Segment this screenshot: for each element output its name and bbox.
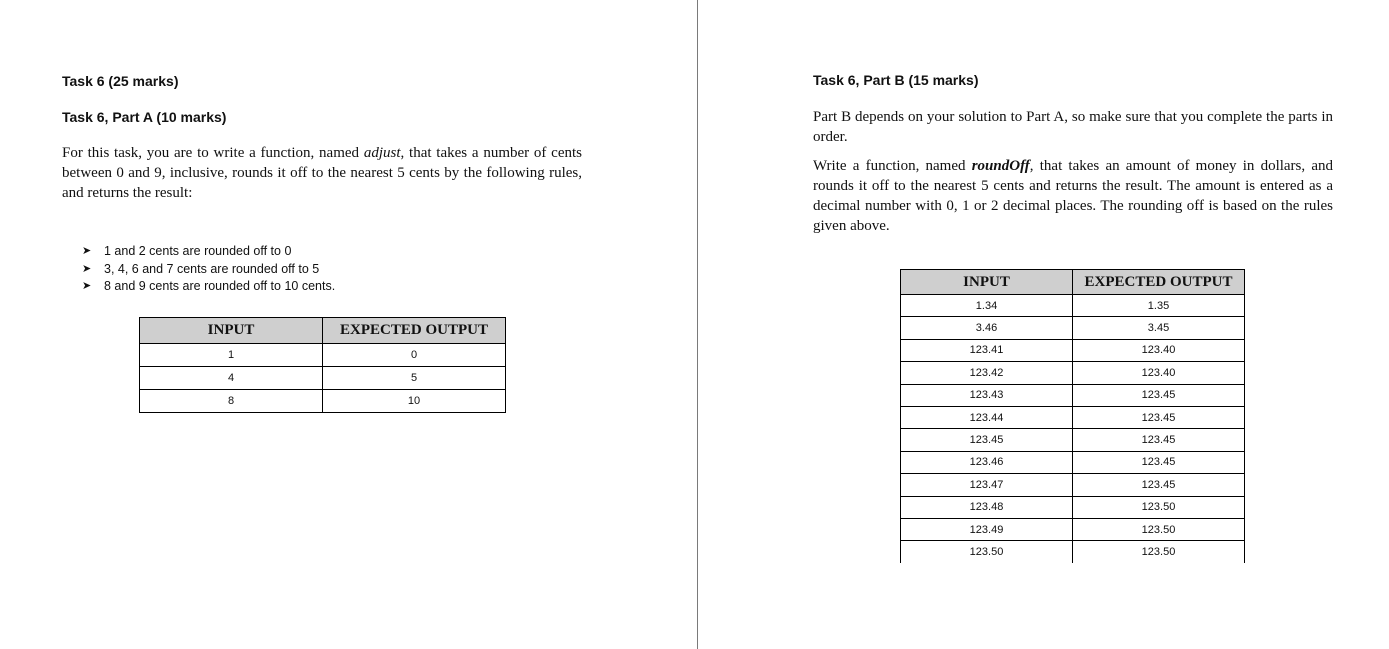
output-cell: 123.45 xyxy=(1073,384,1245,406)
table-row xyxy=(901,474,1245,496)
task-title: Task 6 (25 marks) xyxy=(62,73,179,89)
table-row xyxy=(901,518,1245,540)
output-cell: 123.45 xyxy=(1073,451,1245,473)
output-cell: 123.45 xyxy=(1073,474,1245,496)
table-row xyxy=(901,339,1245,361)
table-header-row xyxy=(140,318,506,344)
table-row xyxy=(901,295,1245,317)
rule-text: 8 and 9 cents are rounded off to 10 cents. xyxy=(104,279,336,293)
table-row xyxy=(901,384,1245,406)
table-row xyxy=(140,344,506,367)
output-cell: 5 xyxy=(323,367,506,390)
input-cell: 1 xyxy=(140,344,323,367)
table-row xyxy=(901,541,1245,563)
part-b-dependency-note: Part B depends on your solution to Part A, so make sure that you complete the parts in order. xyxy=(813,109,1333,145)
output-cell: 3.45 xyxy=(1073,317,1245,339)
list-item xyxy=(82,243,335,261)
input-cell: 4 xyxy=(140,367,323,390)
table-row xyxy=(901,429,1245,451)
description-text-before: Write a function, named xyxy=(813,158,972,174)
table-row xyxy=(901,406,1245,428)
output-cell: 123.50 xyxy=(1073,541,1245,563)
list-item xyxy=(82,278,335,296)
description-text-after: , that takes an amount of money in dollars, and rounds it off to the nearest 5 cents and returns the result. The amount is entered as a decimal number with 0, 1 or 2 decimal places. The rounding off is based on the rules given above. xyxy=(813,158,1333,234)
output-cell: 123.50 xyxy=(1073,496,1245,518)
table-row xyxy=(140,390,506,413)
part-a-intro xyxy=(62,143,582,203)
input-cell: 3.46 xyxy=(901,317,1073,339)
part-b-title: Task 6, Part B (15 marks) xyxy=(813,72,979,88)
input-cell: 123.46 xyxy=(901,451,1073,473)
page-divider xyxy=(697,0,698,649)
output-cell: 123.50 xyxy=(1073,518,1245,540)
function-name-adjust: adjust xyxy=(363,145,401,161)
arrow-bullet-icon: ➤ xyxy=(82,245,92,257)
part-a-expected-output-table xyxy=(139,317,506,413)
part-b-description xyxy=(813,156,1333,236)
column-header-input: INPUT xyxy=(901,270,1073,295)
input-cell: 1.34 xyxy=(901,295,1073,317)
input-cell: 123.44 xyxy=(901,406,1073,428)
output-cell: 1.35 xyxy=(1073,295,1245,317)
output-cell: 0 xyxy=(323,344,506,367)
output-cell: 123.45 xyxy=(1073,429,1245,451)
rounding-rules-list xyxy=(82,243,335,296)
column-header-input: INPUT xyxy=(140,318,323,344)
intro-text-after: , that takes a number of cents between 0 and 9, inclusive, rounds it off to the nearest 5 cents by the following rules, and returns the result: xyxy=(62,145,583,201)
table-row xyxy=(901,317,1245,339)
input-cell: 123.42 xyxy=(901,362,1073,384)
input-cell: 123.47 xyxy=(901,474,1073,496)
input-cell: 123.48 xyxy=(901,496,1073,518)
input-cell: 123.50 xyxy=(901,541,1073,563)
input-cell: 123.41 xyxy=(901,339,1073,361)
rule-text: 3, 4, 6 and 7 cents are rounded off to 5 xyxy=(104,261,320,276)
function-name-roundoff: roundOff xyxy=(971,158,1030,174)
output-cell: 123.40 xyxy=(1073,362,1245,384)
arrow-bullet-icon: ➤ xyxy=(82,262,92,275)
rule-text: 1 and 2 cents are rounded off to 0 xyxy=(104,244,292,258)
table-row xyxy=(140,367,506,390)
arrow-bullet-icon: ➤ xyxy=(82,280,92,292)
column-header-expected-output: EXPECTED OUTPUT xyxy=(1073,270,1245,295)
input-cell: 123.43 xyxy=(901,384,1073,406)
table-header-row xyxy=(901,270,1245,295)
output-cell: 10 xyxy=(323,390,506,413)
table-row xyxy=(901,496,1245,518)
part-a-title: Task 6, Part A (10 marks) xyxy=(62,109,227,125)
input-cell: 123.45 xyxy=(901,429,1073,451)
input-cell: 8 xyxy=(140,390,323,413)
list-item xyxy=(82,261,335,279)
output-cell: 123.45 xyxy=(1073,406,1245,428)
column-header-expected-output: EXPECTED OUTPUT xyxy=(323,318,506,344)
input-cell: 123.49 xyxy=(901,518,1073,540)
table-row xyxy=(901,362,1245,384)
output-cell: 123.40 xyxy=(1073,339,1245,361)
part-b-expected-output-table xyxy=(900,269,1245,563)
intro-text-before: For this task, you are to write a function, named xyxy=(62,145,364,161)
table-row xyxy=(901,451,1245,473)
